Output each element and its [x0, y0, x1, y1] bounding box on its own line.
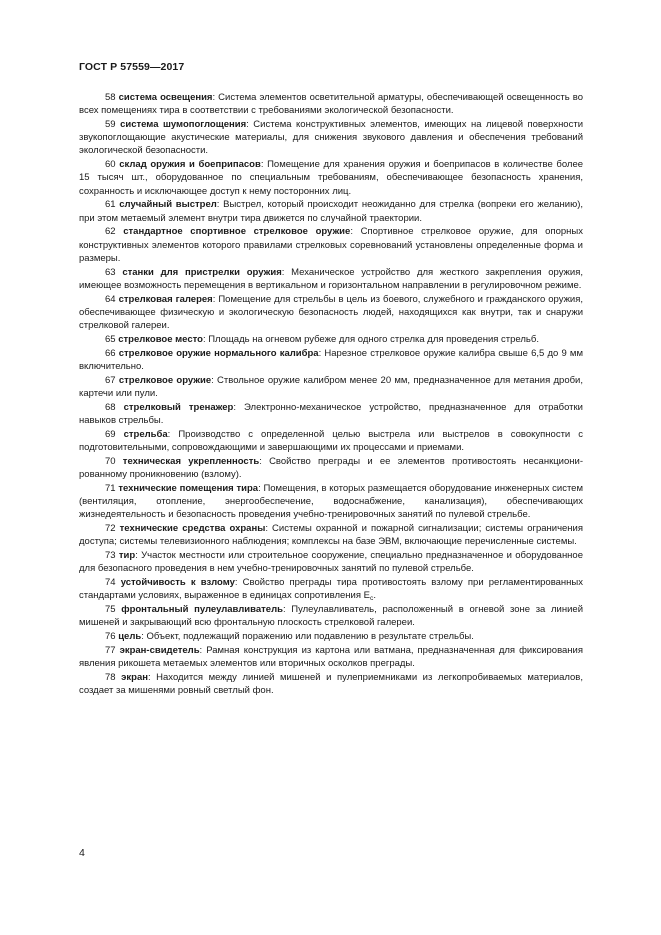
definition-item: 76 цель: Объект, подлежащий поражению или подавлению в результате стрельбы. — [105, 630, 474, 642]
definition-item: 59 система шумопоглощения: Система конструктивных элементов, имеющих на лицевой поверхности звукопоглощающие акустические материалы, для снижения звукового давления и обеспечения требований экологической безопасности. — [79, 119, 584, 157]
definition-term: стрелковое место — [118, 333, 203, 345]
definition-text: : Находится между линией мишеней и пулеприемниками из легкопробиваемых материалов, создает за мишенями ровный светлый фон. — [79, 671, 583, 696]
definition-term: тир — [118, 549, 136, 561]
definition-text: : Система конструктивных элементов, имеющих на лицевой поверхности звукопоглощающие акустические материалы, для снижения звукового давления и обеспечения требований экологической безопасности. — [79, 119, 584, 157]
definition-text: : Свойство преграды и ее элементов противостоять несанкционированному проникновению (взлому). — [79, 455, 584, 480]
definition-term: стрельба — [123, 428, 168, 440]
definition-term: технические средства охраны — [119, 522, 266, 534]
definition-item: 60 склад оружия и боеприпасов: Помещение для хранения оружия и боеприпасов в количестве более 15 тысяч шт., оборудованное по специальным требованиям, обеспечивающее безопасность хранения, сохранность и исключающее доступ к нему посторонних лиц. — [79, 159, 584, 197]
definition-text: : Ствольное оружие калибром менее 20 мм, предназначенное для метания дроби, картечи или пули. — [79, 374, 584, 399]
definition-item: 61 случайный выстрел: Выстрел, который происходит неожиданно для стрелка (вопреки его желанию), при этом метаемый элемент внутри тира движется по случайной траектории. — [79, 199, 584, 224]
definition-item: 62 стандартное спортивное стрелковое оружие: Спортивное стрелковое оружие, для опорных конструктивных элементов которого правилами стрелковых соревнований установлены определенные форма и размеры. — [79, 226, 583, 264]
definition-item: 73 тир: Участок местности или строительное сооружение, специально предназначенное и оборудованное для безопасного проведения в нем учебно-тренировочных занятий по пулевой стрельбе. — [79, 549, 583, 575]
definition-text: : Выстрел, который происходит неожиданно для стрелка (вопреки его желанию), при этом метаемый элемент внутри тира движется по случайной траектории. — [79, 199, 584, 224]
definition-text: : Система элементов осветительной арматуры, обеспечивающей освещенность во всех помещениях тира в соответствии с требованиями экологической безопасности. — [79, 92, 583, 117]
definition-item: 78 экран: Находится между линией мишеней и пулеприемниками из легкопробиваемых материалов, создает за мишенями ровный светлый фон. — [79, 671, 583, 696]
definition-term: стрелковый тренажер — [123, 401, 234, 413]
definition-term: стандартное спортивное стрелковое оружие — [123, 226, 351, 238]
definition-term: стрелковое оружие нормального калибра — [118, 347, 319, 359]
definition-item: 75 фронтальный пулеулавливатель: Пулеулавливатель, расположенный в огневой зоне за линией мишеней и закрывающий всю фронтальную плоскость стрелковой галереи. — [79, 603, 584, 629]
definition-text: : Помещение для хранения оружия и боеприпасов в количестве более 15 тысяч шт., оборудованное по специальным требованиям, обеспечивающее безопасность хранения, сохранность и исключающее доступ к нему посторонних лиц. — [79, 159, 584, 197]
definition-term: фронтальный пулеулавливатель — [121, 603, 283, 615]
definition-term: система освещения — [118, 92, 213, 103]
definition-item: 64 стрелковая галерея: Помещение для стрельбы в цель из боевого, служебного и гражданского оружия, обеспечивающее физическую и экологическую безопасность людей, находящихся как внутри, так и снаружи стрелковой галереи. — [79, 293, 584, 332]
definitions-list — [79, 91, 583, 698]
definition-term: склад оружия и боеприпасов — [119, 159, 261, 171]
definition-item: 70 техническая укрепленность: Свойство преграды и ее элементов противостоять несанкционированному проникновению (взлому). — [79, 455, 584, 480]
definition-text: : Производство с определенной целью выстрела или выстрелов в совокупности с подготовительными, сопровождающими и завершающими их процессами и приемами. — [79, 428, 584, 453]
definition-item: 71 технические помещения тира: Помещения, в которых размещается оборудование инженерных систем (вентиляция, отопление, энергообеспечение, водоснабжение, канализация), обеспечивающих жизнедеятельность и безопасность проведения учебно-тренировочных занятий по пулевой стрельбе. — [79, 482, 584, 521]
definition-text: : Объект, подлежащий поражению или подавлению в результате стрельбы. — [141, 630, 474, 642]
definition-term: технические помещения тира — [118, 482, 259, 494]
subscript: с — [369, 595, 374, 603]
definition-term: устойчивость к взлому — [120, 576, 235, 588]
definition-text: : Механическое устройство для жесткого закрепления оружия, имеющее возможность перемещения в вертикальном и горизонтальном направлении в регулировочном режиме. — [79, 266, 584, 291]
definition-text: : Электронно-механическое устройство, предназначенное для отработки навыков стрельбы. — [79, 401, 583, 426]
definition-text: : Помещения, в которых размещается оборудование инженерных систем (вентиляция, отопление, энергообеспечение, водоснабжение, канализация), обеспечивающих жизнедеятельность и безопасность проведения учебно-тренировочных занятий по пулевой стрельбе. — [79, 482, 584, 521]
definition-text: : Помещение для стрельбы в цель из боевого, служебного и гражданского оружия, обеспечивающее физическую и экологическую безопасность людей, находящихся как внутри, так и снаружи стрелковой галереи. — [79, 293, 584, 332]
definition-item: 58 система освещения: Система элементов осветительной арматуры, обеспечивающей освещенность во всех помещениях тира в соответствии с требованиями экологической безопасности. — [79, 92, 583, 117]
definition-item: 65 стрелковое место: Площадь на огневом рубеже для одного стрелка для проведения стрельб. — [105, 333, 539, 345]
definition-item: 63 станки для пристрелки оружия: Механическое устройство для жесткого закрепления оружия, имеющее возможность перемещения в вертикальном и горизонтальном направлении в регулировочном режиме. — [79, 266, 584, 291]
definition-term: стрелковая галерея — [118, 293, 213, 305]
definition-term: стрелковое оружие — [118, 374, 212, 386]
definition-text: : Спортивное стрелковое оружие, для опорных конструктивных элементов которого правилами стрелковых соревнований установлены определенные форма и размеры. — [79, 226, 583, 264]
definition-term: экран — [121, 671, 148, 683]
definition-item: 74 устойчивость к взлому: Свойство преграды тира противостоять взлому при регламентированных стандартами условиях, выраженное в единицах сопротивления $E_с$. — [79, 576, 583, 603]
definition-text: : Участок местности или строительное сооружение, специально предназначенное и оборудованное для безопасного проведения в нем учебно-тренировочных занятий по пулевой стрельбе. — [79, 549, 583, 575]
definition-term: техническая укрепленность — [122, 455, 260, 467]
definition-text: : Нарезное стрелковое оружие калибра свыше 6,5 до 9 мм включительно. — [79, 347, 583, 372]
definition-item: 77 экран-свидетель: Рамная конструкция из картона или ватмана, предназначенная для фиксирования явления рикошета метаемых элементов или вторичных осколков преграды. — [79, 644, 584, 669]
definition-text: : Рамная конструкция из картона или ватмана, предназначенная для фиксирования явления рикошета метаемых элементов или вторичных осколков преграды. — [79, 644, 584, 669]
definition-term: экран-свидетель — [119, 644, 200, 656]
definition-text: : Системы охранной и пожарной сигнализации; системы ограничения доступа; системы телевизионного наблюдения; комплексы на базе ЭВМ, включающие перечисленные системы. — [79, 522, 583, 548]
definition-text: : Свойство преграды тира противостоять взлому при регламентированных стандартами условиях, выраженное в единицах сопротивления E — [79, 576, 583, 602]
definition-item: 69 стрельба: Производство с определенной целью выстрела или выстрелов в совокупности с подготовительными, сопровождающими и завершающими их процессами и приемами. — [79, 428, 584, 453]
page-number: 4 — [79, 847, 85, 859]
definition-item: 67 стрелковое оружие: Ствольное оружие калибром менее 20 мм, предназначенное для метания дроби, картечи или пули. — [79, 374, 584, 399]
definition-item: 72 технические средства охраны: Системы охранной и пожарной сигнализации; системы ограничения доступа; системы телевизионного наблюдения; комплексы на базе ЭВМ, включающие перечисленные системы. — [79, 522, 583, 548]
document-header: ГОСТ Р 57559—2017 — [79, 61, 185, 73]
definition-term: цель — [118, 630, 142, 642]
definition-text: : Пулеулавливатель, расположенный в огневой зоне за линией мишеней и закрывающий всю фронтальную плоскость стрелковой галереи. — [79, 603, 584, 629]
definition-term: система шумопоглощения — [120, 119, 247, 130]
definition-term: станки для пристрелки оружия — [122, 266, 282, 278]
definition-item: 68 стрелковый тренажер: Электронно-механическое устройство, предназначенное для отработки навыков стрельбы. — [79, 401, 583, 426]
definition-term: случайный выстрел — [119, 199, 217, 211]
definition-text: : Площадь на огневом рубеже для одного стрелка для проведения стрельб. — [202, 333, 539, 345]
definition-item: 66 стрелковое оружие нормального калибра: Нарезное стрелковое оружие калибра свыше 6,5 до 9 мм включительно. — [79, 347, 583, 372]
